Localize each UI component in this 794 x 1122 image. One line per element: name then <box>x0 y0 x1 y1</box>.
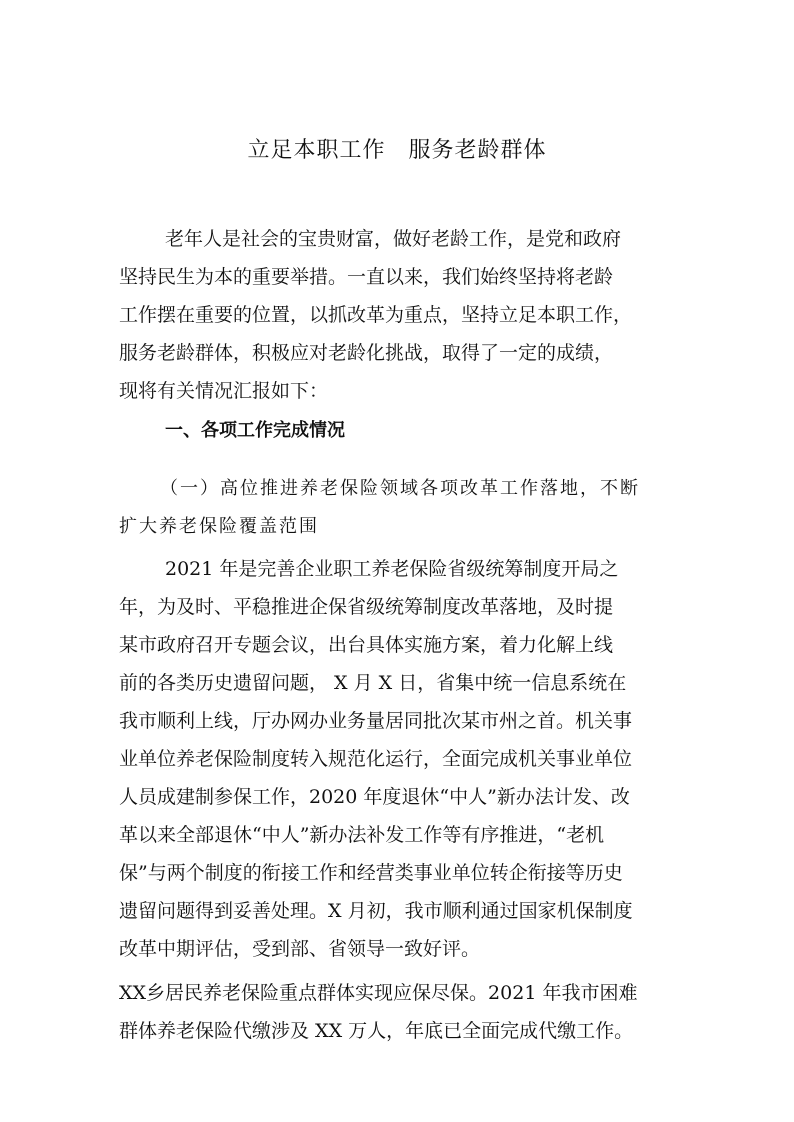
intro-line: 坚持民生为本的重要举措。一直以来，我们始终坚持将老龄 <box>119 266 614 288</box>
body-line: 某市政府召开专题会议，出台具体实施方案，着力化解上线 <box>119 634 614 656</box>
body-line: 改革中期评估，受到部、省领导一致好评。 <box>119 938 481 960</box>
body-line: 我市顺利上线，厅办网办业务量居同批次某市州之首。机关事 <box>119 710 633 732</box>
body-line: 人员成建制参保工作，2020 年度退休“中人”新办法计发、改 <box>119 786 630 808</box>
body-line: 革以来全部退休“中人”新办法补发工作等有序推进，“老机 <box>119 824 605 846</box>
intro-line: 现将有关情况汇报如下： <box>119 380 329 402</box>
body-line: 群体养老保险代缴涉及 XX 万人，年底已全面完成代缴工作。 <box>119 1020 634 1042</box>
body-line: 前的各类历史遗留问题， X 月 X 日，省集中统一信息系统在 <box>119 672 627 694</box>
body-line: 2021 年是完善企业职工养老保险省级统筹制度开局之 <box>165 558 619 580</box>
document-title: 立足本职工作 服务老龄群体 <box>247 138 547 163</box>
body-line: XX乡居民养老保险重点群体实现应保尽保。2021 年我市困难 <box>119 982 638 1004</box>
intro-line: 工作摆在重要的位置，以抓改革为重点，坚持立足本职工作， <box>119 304 633 326</box>
body-line: 年，为及时、平稳推进企保省级统筹制度改革落地，及时提 <box>119 596 614 618</box>
subsection-heading: 扩大养老保险覆盖范围 <box>119 516 319 537</box>
intro-line: 服务老龄群体，积极应对老龄化挑战，取得了一定的成绩， <box>119 342 614 364</box>
body-line: 遗留问题得到妥善处理。X 月初，我市顺利通过国家机保制度 <box>119 900 633 922</box>
body-line: 保”与两个制度的衔接工作和经营类事业单位转企衔接等历史 <box>119 862 623 884</box>
section-heading: 一、各项工作完成情况 <box>165 420 345 441</box>
subsection-heading: （一）高位推进养老保险领域各项改革工作落地，不断 <box>160 478 640 499</box>
intro-line: 老年人是社会的宝贵财富，做好老龄工作，是党和政府 <box>165 228 622 250</box>
body-line: 业单位养老保险制度转入规范化运行，全面完成机关事业单位 <box>119 748 633 770</box>
